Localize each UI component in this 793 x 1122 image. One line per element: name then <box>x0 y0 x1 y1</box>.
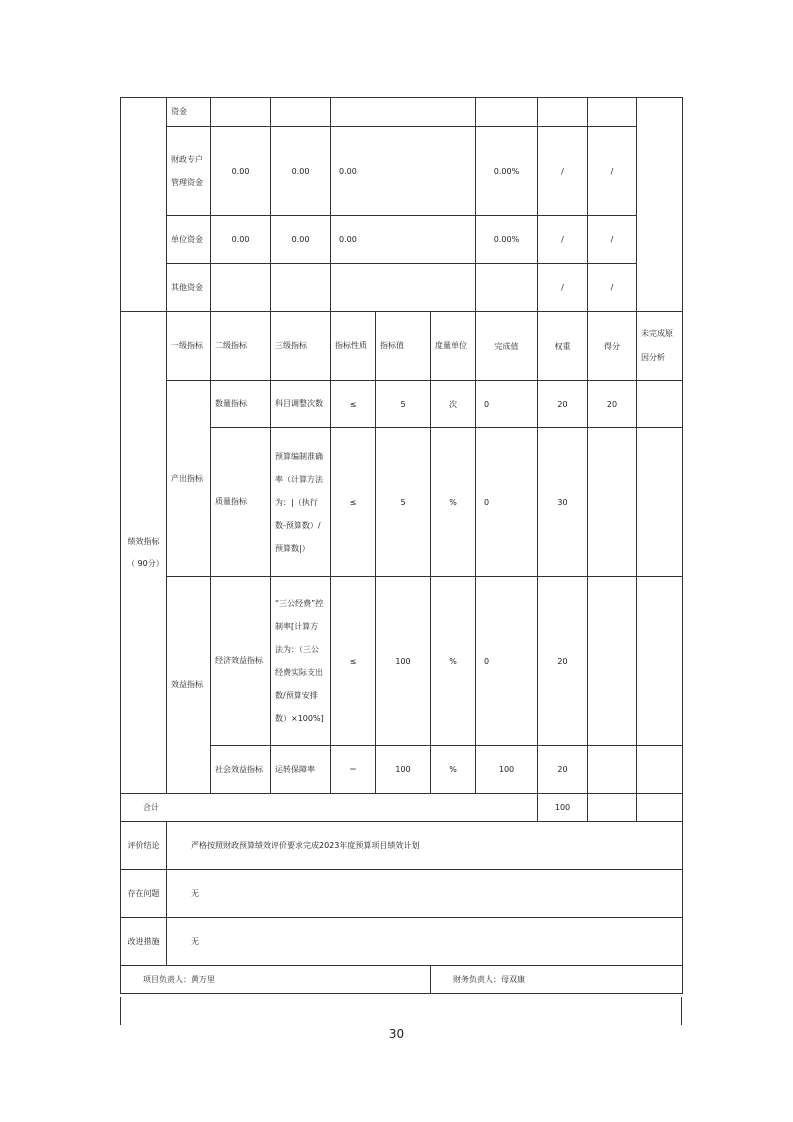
performance-section-label: 绩效指标（ 90分） <box>121 312 167 794</box>
header-unit: 度量单位 <box>431 312 476 381</box>
row4-actual: 100 <box>476 746 538 794</box>
funds-label-unit: 单位资金 <box>167 216 211 264</box>
row3-weight: 20 <box>538 577 588 746</box>
measures-text: 无 <box>167 918 683 966</box>
row4-level3: 运转保障率 <box>271 746 331 794</box>
row4-nature: ＝ <box>331 746 376 794</box>
total-weight: 100 <box>538 794 588 822</box>
row2-actual: 0 <box>476 428 538 577</box>
funds-label-prev: 资金 <box>167 98 211 127</box>
project-lead-signature: 项目负责人：黄万里 <box>121 966 431 994</box>
funds-label-special: 财政专户管理资金 <box>167 127 211 216</box>
funds-right-blank <box>637 98 683 312</box>
funds-section-blank <box>121 98 167 312</box>
row3-actual: 0 <box>476 577 538 746</box>
table-continuation <box>120 997 682 1025</box>
header-weight: 权重 <box>538 312 588 381</box>
output-indicator-label: 产出指标 <box>167 381 211 577</box>
other-s2: / <box>588 264 637 312</box>
header-actual: 完成值 <box>476 312 538 381</box>
header-nature: 指标性质 <box>331 312 376 381</box>
header-reason: 未完成原因分析 <box>637 312 683 381</box>
conclusion-label: 评价结论 <box>121 822 167 870</box>
row2-target: 5 <box>376 428 431 577</box>
benefit-indicator-label: 效益指标 <box>167 577 211 794</box>
row1-target: 5 <box>376 381 431 428</box>
problems-label: 存在问题 <box>121 870 167 918</box>
header-target: 指标值 <box>376 312 431 381</box>
row1-level2: 数量指标 <box>211 381 271 428</box>
row1-level3: 科目调整次数 <box>271 381 331 428</box>
special-v2: 0.00 <box>271 127 331 216</box>
funds-label-other: 其他资金 <box>167 264 211 312</box>
row2-weight: 30 <box>538 428 588 577</box>
row4-weight: 20 <box>538 746 588 794</box>
row3-target: 100 <box>376 577 431 746</box>
row2-level2: 质量指标 <box>211 428 271 577</box>
row3-level3: “三公经费”控制率[计算方法为：（三公经费实际支出数/预算安排数）×100%] <box>271 577 331 746</box>
row4-reason <box>637 746 683 794</box>
total-label: 合计 <box>121 794 538 822</box>
special-v3: 0.00 <box>331 127 476 216</box>
row1-actual: 0 <box>476 381 538 428</box>
unit-v1: 0.00 <box>211 216 271 264</box>
row3-reason <box>637 577 683 746</box>
performance-evaluation-table <box>120 97 683 994</box>
row4-target: 100 <box>376 746 431 794</box>
special-v1: 0.00 <box>211 127 271 216</box>
row1-score: 20 <box>588 381 637 428</box>
unit-v2: 0.00 <box>271 216 331 264</box>
conclusion-text: 严格按照财政预算绩效评价要求完成2023年度预算项目绩效计划 <box>167 822 683 870</box>
row3-score <box>588 577 637 746</box>
measures-label: 改进措施 <box>121 918 167 966</box>
row2-level3: 预算编制准确率（计算方法为：|（执行数-预算数）/预算数|） <box>271 428 331 577</box>
unit-s2: / <box>588 216 637 264</box>
problems-text: 无 <box>167 870 683 918</box>
special-rate: 0.00% <box>476 127 538 216</box>
row2-reason <box>637 428 683 577</box>
special-s2: / <box>588 127 637 216</box>
row4-unit: % <box>431 746 476 794</box>
row1-unit: 次 <box>431 381 476 428</box>
row1-reason <box>637 381 683 428</box>
special-s1: / <box>538 127 588 216</box>
row2-score <box>588 428 637 577</box>
row3-unit: % <box>431 577 476 746</box>
finance-lead-signature: 财务负责人：母双康 <box>431 966 683 994</box>
header-score: 得分 <box>588 312 637 381</box>
unit-rate: 0.00% <box>476 216 538 264</box>
page-number: 30 <box>388 1027 405 1041</box>
row4-level2: 社会效益指标 <box>211 746 271 794</box>
row3-nature: ≤ <box>331 577 376 746</box>
header-level1: 一级指标 <box>167 312 211 381</box>
row3-level2: 经济效益指标 <box>211 577 271 746</box>
unit-s1: / <box>538 216 588 264</box>
header-level2: 二级指标 <box>211 312 271 381</box>
other-s1: / <box>538 264 588 312</box>
unit-v3: 0.00 <box>331 216 476 264</box>
row2-nature: ≤ <box>331 428 376 577</box>
header-level3: 三级指标 <box>271 312 331 381</box>
row2-unit: % <box>431 428 476 577</box>
row4-score <box>588 746 637 794</box>
row1-nature: ≤ <box>331 381 376 428</box>
row1-weight: 20 <box>538 381 588 428</box>
